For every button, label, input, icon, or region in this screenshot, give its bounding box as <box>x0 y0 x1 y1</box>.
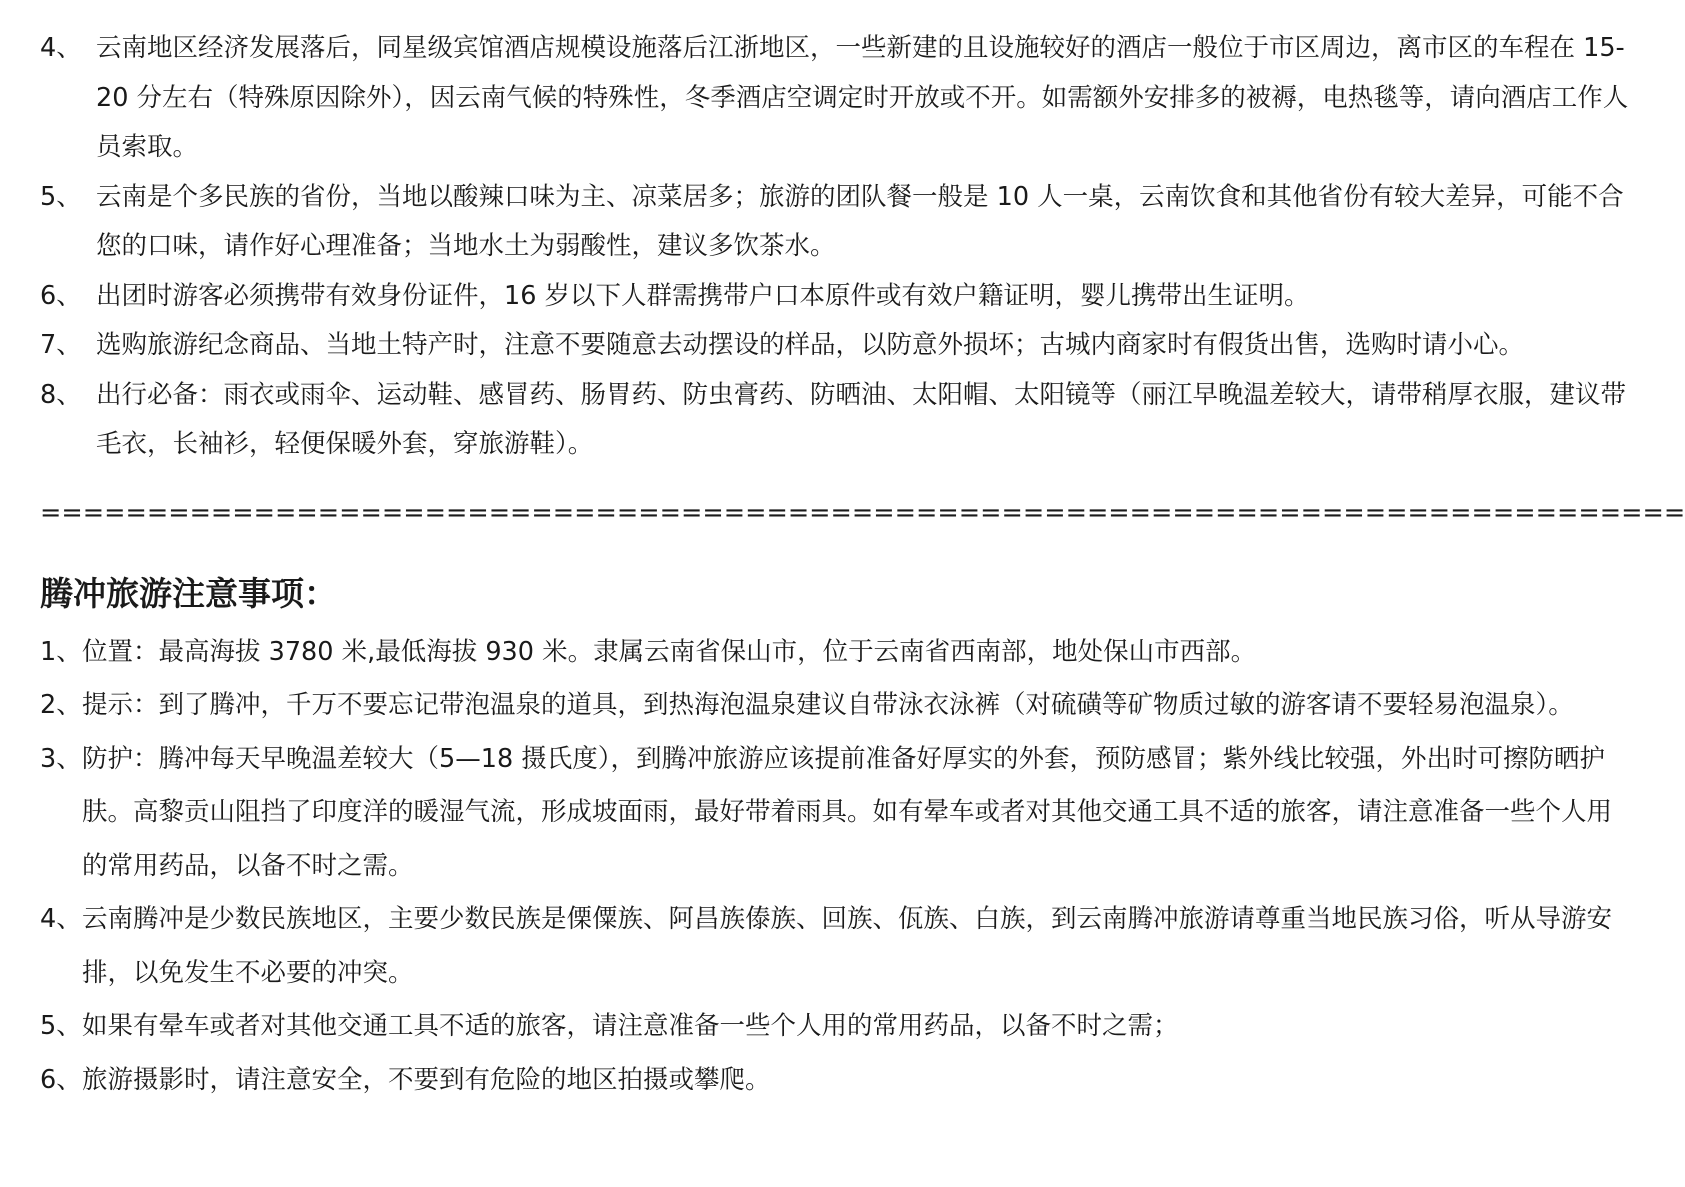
item-text: 位置：最高海拔 3780 米,最低海拔 930 米。隶属云南省保山市，位于云南省西南部，地处保山市西部。 <box>82 636 1257 667</box>
item-number: 3、 <box>40 743 82 774</box>
item-number: 2、 <box>40 690 82 720</box>
item-number: 6、 <box>40 1064 82 1095</box>
item-text: 选购旅游纪念商品、当地土特产时，注意不要随意去动摆设的样品，以防意外损坏；古城内商家时有假货出售，选购时请小心。 <box>96 330 1525 360</box>
list-item <box>40 371 1635 470</box>
item-text: 云南是个多民族的省份，当地以酸辣口味为主、凉菜居多；旅游的团队餐一般是 10 人一桌，云南饮食和其他省份有较大差异，可能不合您的口味，请作好心理准备；当地水土为弱酸性，建议多饮茶水。 <box>96 181 1624 261</box>
item-text: 出行必备：雨衣或雨伞、运动鞋、感冒药、肠胃药、防虫膏药、防晒油、太阳帽、太阳镜等（丽江早晚温差较大，请带稍厚衣服，建议带毛衣，长袖衫，轻便保暖外套，穿旅游鞋）。 <box>96 379 1627 459</box>
item-number: 8、 <box>40 379 82 410</box>
item-text: 防护：腾冲每天早晚温差较大（5—18 摄氏度），到腾冲旅游应该提前准备好厚实的外套，预防感冒；紫外线比较强，外出时可擦防晒护肤。高黎贡山阻挡了印度洋的暖湿气流，形成坡面雨，最好带着雨具。如有晕车或者对其他交通工具不适的旅客，请注意准备一些个人用的常用药品，以备不时之需。 <box>82 743 1613 881</box>
item-number: 4、 <box>40 33 82 63</box>
list-item <box>40 733 1635 894</box>
item-text: 提示：到了腾冲，千万不要忘记带泡温泉的道具，到热海泡温泉建议自带泳衣泳裤（对硫磺等矿物质过敏的游客请不要轻易泡温泉）。 <box>82 690 1574 720</box>
document-page <box>40 24 1685 1107</box>
list-item <box>40 321 1635 371</box>
section-divider: ============================================================================= <box>40 497 1685 528</box>
item-number: 7、 <box>40 330 82 360</box>
list-item <box>40 173 1635 272</box>
item-text: 云南地区经济发展落后，同星级宾馆酒店规模设施落后江浙地区，一些新建的且设施较好的酒店一般位于市区周边，离市区的车程在 15-20 分左右（特殊原因除外），因云南气候的特殊性，冬季酒店空调定时开放或不开。如需额外安排多的被褥，电热毯等，请向酒店工作人员索取。 <box>96 33 1629 162</box>
item-number: 1、 <box>40 636 82 667</box>
item-number: 5、 <box>40 181 82 212</box>
tengchong-notes-list <box>40 626 1635 1108</box>
list-item <box>40 272 1635 322</box>
list-item <box>40 24 1635 173</box>
item-number: 4、 <box>40 904 82 934</box>
list-item <box>40 893 1635 1000</box>
list-item <box>40 1054 1635 1108</box>
item-text: 旅游摄影时，请注意安全，不要到有危险的地区拍摄或攀爬。 <box>82 1064 771 1095</box>
item-text: 出团时游客必须携带有效身份证件，16 岁以下人群需携带户口本原件或有效户籍证明，婴儿携带出生证明。 <box>96 280 1310 311</box>
item-text: 云南腾冲是少数民族地区，主要少数民族是傈僳族、阿昌族傣族、回族、佤族、白族，到云南腾冲旅游请尊重当地民族习俗，听从导游安排，以免发生不必要的冲突。 <box>82 904 1613 988</box>
yunnan-notes-list <box>40 24 1635 470</box>
item-number: 6、 <box>40 280 82 311</box>
list-item <box>40 626 1635 680</box>
list-item <box>40 1000 1635 1054</box>
item-number: 5、 <box>40 1011 82 1041</box>
item-text: 如果有晕车或者对其他交通工具不适的旅客，请注意准备一些个人用的常用药品，以备不时之需； <box>82 1011 1179 1041</box>
list-item <box>40 679 1635 733</box>
section-title: 腾冲旅游注意事项： <box>40 573 337 613</box>
